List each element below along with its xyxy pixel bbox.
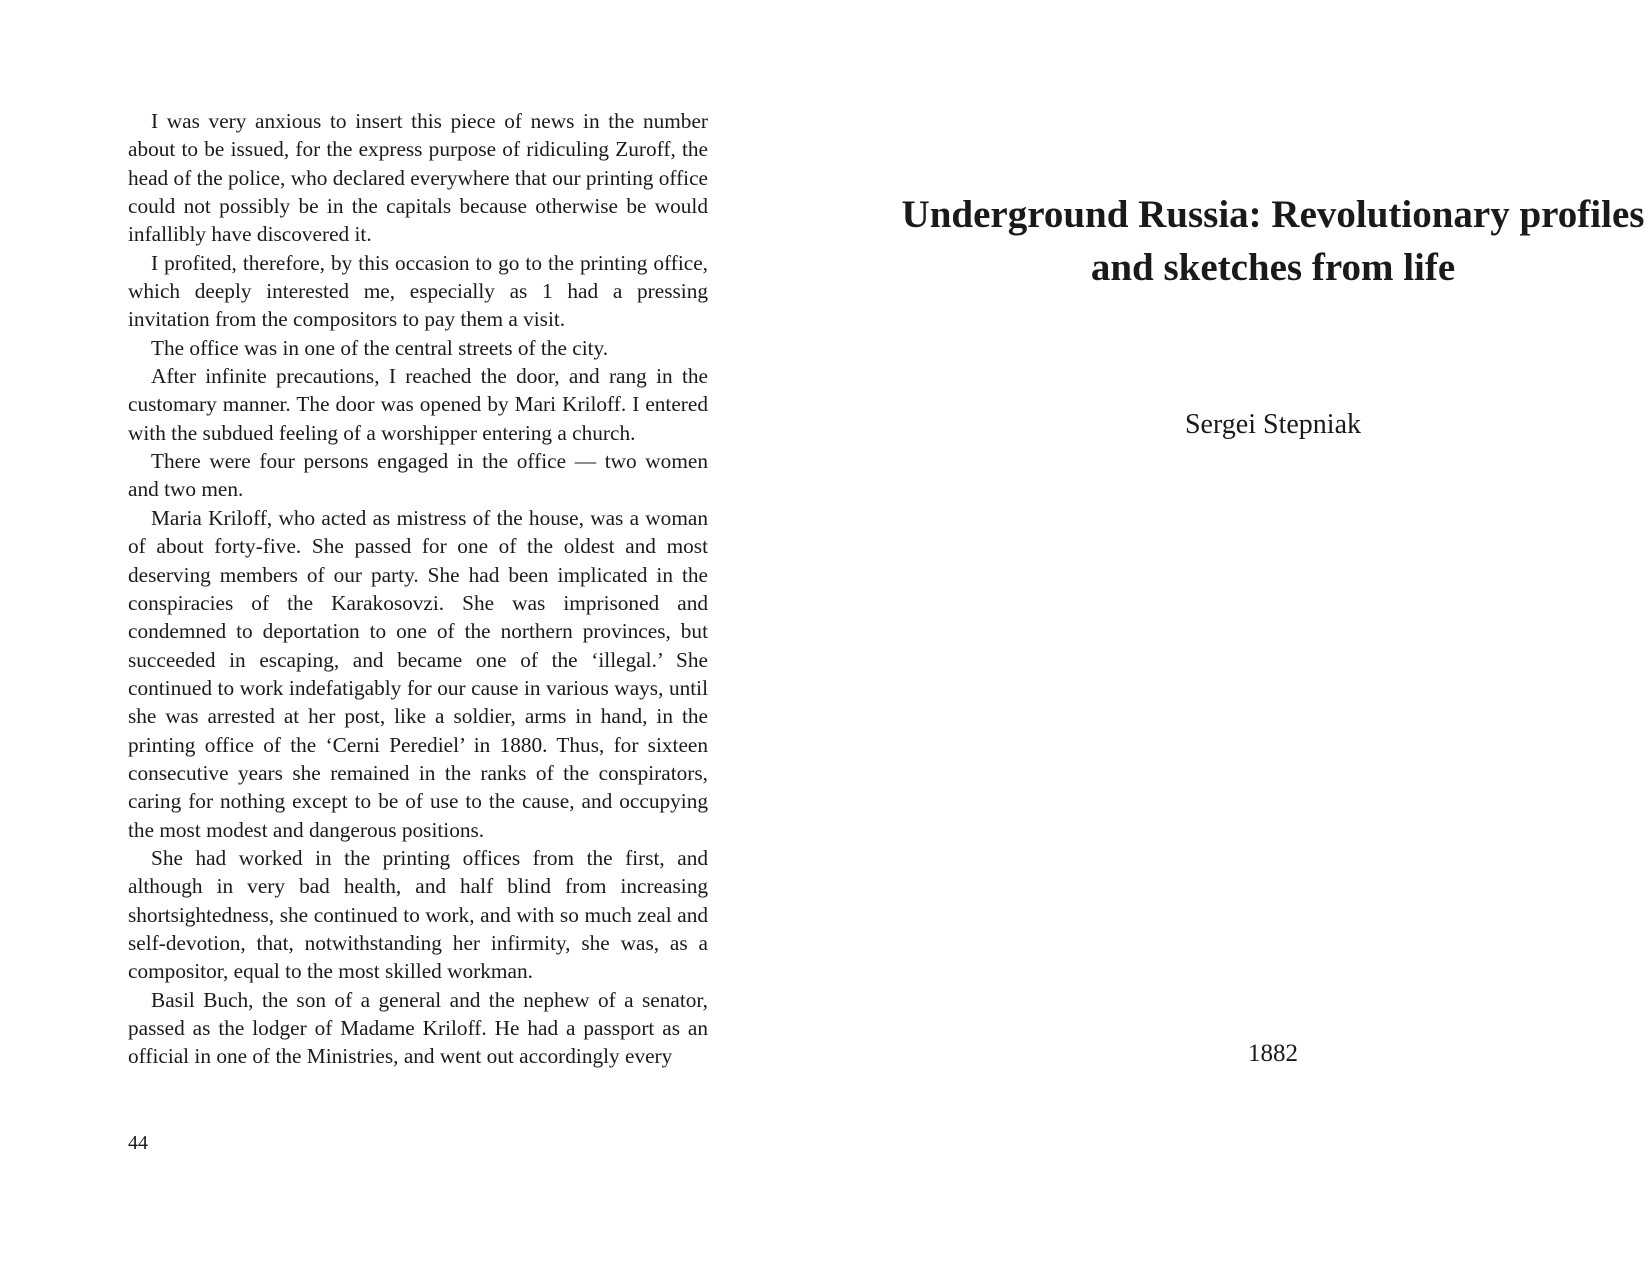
paragraph: I was very anxious to insert this piece of news in the number about to be issued, for the express purpose of ridiculing Zuroff, the head of the police, who declared everywhere that our printing office could not possibly be in the capitals because otherwise be would infallibly have discovered it.	[128, 109, 708, 247]
paragraph: There were four persons engaged in the office — two women and two men.	[128, 449, 708, 502]
author-name: Sergei Stepniak	[1184, 409, 1361, 440]
book-title: Underground Russia: Revolutionary profiles and sketches from life	[901, 193, 1645, 289]
right-page	[825, 0, 1651, 1275]
paragraph: She had worked in the printing offices from the first, and although in very bad health, and half blind from increasing shortsightedness, she continued to work, and with so much zeal and self-devotion, that, notwithstanding her infirmity, she was, as a compositor, equal to the most skilled workman.	[128, 845, 708, 984]
paragraph: I profited, therefore, by this occasion to go to the printing office, which deeply interested me, especially as 1 had a pressing invitation from the compositors to pay them a visit.	[128, 250, 708, 332]
paragraph: After infinite precautions, I reached the door, and rang in the customary manner. The door was opened by Mari Kriloff. I entered with the subdued feeling of a worshipper entering a church.	[128, 364, 708, 445]
left-page	[0, 0, 825, 1275]
page-number: 44	[128, 1132, 148, 1154]
publication-year: 1882	[1248, 1040, 1298, 1067]
paragraph: Maria Kriloff, who acted as mistress of the house, was a woman of about forty-five. She passed for one of the oldest and most deserving members of our party. She had been implicated in the conspiracies of the Karakosovzi. She was imprisoned and condemned to deportation to one of the northern provinces, but succeeded in escaping, and became one of the ‘illegal.’ She continued to work indefatigably for our cause in various ways, until she was arrested at her post, like a soldier, arms in hand, in the printing office of the ‘Cerni Perediel’ in 1880. Thus, for sixteen consecutive years she remained in the ranks of the conspirators, caring for nothing except to be of use to the cause, and occupying the most modest and dangerous positions.	[128, 505, 708, 842]
paragraph: Basil Buch, the son of a general and the nephew of a senator, passed as the lodger of Madame Kriloff. He had a passport as an official in one of the Ministries, and went out accordingly every	[128, 987, 708, 1069]
paragraph: The office was in one of the central streets of the city.	[151, 335, 609, 360]
body-text	[128, 107, 708, 1071]
